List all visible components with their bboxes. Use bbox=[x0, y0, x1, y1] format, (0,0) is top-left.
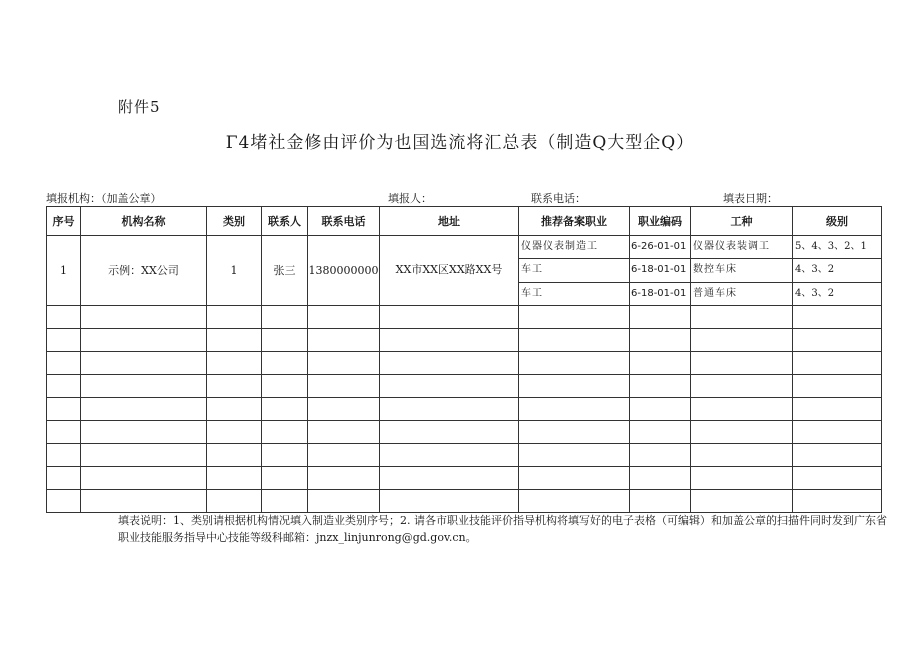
cell-category[interactable]: 1 bbox=[207, 236, 262, 306]
sub-cell-occupation[interactable]: 车工 bbox=[519, 259, 629, 282]
sub-cell-work-type[interactable]: 数控车床 bbox=[691, 259, 792, 282]
sub-cell-code[interactable]: 6-18-01-01 bbox=[631, 287, 687, 299]
cell-index[interactable]: 1 bbox=[47, 236, 81, 306]
sub-cell-code[interactable]: 6-18-01-01 bbox=[630, 259, 690, 282]
sub-cell-level[interactable]: 5、4、3、2、1 bbox=[793, 236, 881, 259]
table-row-empty[interactable] bbox=[47, 420, 882, 443]
table-header-row bbox=[47, 207, 882, 236]
cell-occupations bbox=[519, 236, 630, 306]
header-work-type: 工种 bbox=[691, 207, 793, 236]
annex-label: 附件5 bbox=[118, 98, 161, 116]
cell-address[interactable]: XX市XX区XX路XX号 bbox=[380, 236, 519, 306]
cell-phone[interactable]: 1380000000 bbox=[308, 236, 380, 306]
header-org-name: 机构名称 bbox=[81, 207, 207, 236]
cell-codes bbox=[630, 236, 691, 306]
header-level: 级别 bbox=[793, 207, 882, 236]
header-phone: 联系电话 bbox=[308, 207, 380, 236]
sub-cell-occupation[interactable]: 仪器仪表制造工 bbox=[519, 236, 629, 259]
header-category: 类别 bbox=[207, 207, 262, 236]
cell-work-types bbox=[691, 236, 793, 306]
sub-cell-code[interactable]: 6-26-01-01 bbox=[630, 236, 690, 259]
fill-phone-label: 联系电话： bbox=[531, 192, 586, 205]
cell-contact[interactable]: 张三 bbox=[262, 236, 308, 306]
fill-person-label: 填报人： bbox=[388, 192, 432, 205]
header-occupation: 推荐备案职业 bbox=[519, 207, 630, 236]
table-row-empty[interactable] bbox=[47, 466, 882, 489]
header-address: 地址 bbox=[380, 207, 519, 236]
table-row-empty[interactable] bbox=[47, 351, 882, 374]
header-contact: 联系人 bbox=[262, 207, 308, 236]
header-index: 序号 bbox=[47, 207, 81, 236]
sub-cell-level[interactable]: 4、3、2 bbox=[795, 287, 835, 299]
table-row-empty[interactable] bbox=[47, 443, 882, 466]
table-row-empty[interactable] bbox=[47, 397, 882, 420]
table-row-empty[interactable] bbox=[47, 328, 882, 351]
document-title: Γ4堵社金修由评价为也国选流将汇总表（制造Q大型企Q） bbox=[225, 133, 695, 153]
sub-cell-work-type[interactable]: 仪器仪表装调工 bbox=[691, 236, 792, 259]
summary-table bbox=[46, 206, 882, 513]
fill-instructions: 填表说明：1、类别请根据机构情况填入制造业类别序号；2. 请各市职业技能评价指导机构将填写好的电子表格（可编辑）和加盖公章的扫描件同时发到广东省职业技能服务指导中心技能等级科邮箱：jnzx_linjunrong@gd.gov.cn。 bbox=[118, 514, 887, 544]
fill-org-label: 填报机构：（加盖公章） bbox=[46, 192, 162, 205]
fill-date-label: 填表日期： bbox=[723, 192, 778, 205]
table-row-empty[interactable] bbox=[47, 489, 882, 512]
cell-levels bbox=[793, 236, 882, 306]
table-row-empty[interactable] bbox=[47, 305, 882, 328]
sub-cell-level[interactable]: 4、3、2 bbox=[793, 259, 881, 282]
sub-cell-work-type[interactable]: 普通车床 bbox=[693, 287, 737, 299]
table-row bbox=[47, 236, 882, 306]
cell-org-name[interactable]: 示例：XX公司 bbox=[81, 236, 207, 306]
table-row-empty[interactable] bbox=[47, 374, 882, 397]
header-occupation-code: 职业编码 bbox=[630, 207, 691, 236]
sub-cell-occupation[interactable]: 车工 bbox=[521, 287, 543, 299]
